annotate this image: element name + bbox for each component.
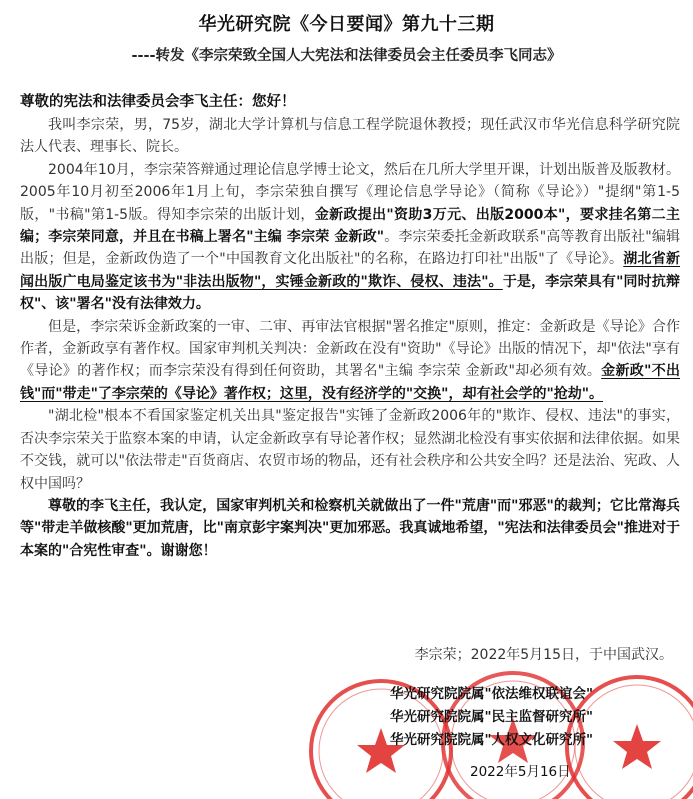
paragraph-1-text: 我叫李宗荣，男，75岁，湖北大学计算机与信息工程学院退休教授；现任武汉市华光信息科学研究院法人代表、理事长、院长。 bbox=[20, 117, 680, 156]
paragraph-3-text: 但是，李宗荣诉金新政案的一审、二审、再审法官根据"署名推定"原则，推定：金新政是《导论》合作作者，金新政享有著作权。国家审判机关判决：金新政在没有"资助"《导论》出版的情况下，却"依法"享有《导论》的著作权；而李宗荣没有得到任何资助，其署名"主编 李宗荣 金新政"却必须有效。 bbox=[20, 318, 680, 380]
document-title: 华光研究院《今日要闻》第九十三期 bbox=[198, 14, 495, 35]
paragraph-4-text: "湖北检"根本不看国家鉴定机关出具"鉴定报告"实锤了金新政2006年的"欺诈、侵权、违法"的事实，否决李宗荣关于监察本案的申请，认定金新政享有导论著作权；显然湖北检没有事实依据和法律依据。如果不交钱，就可以"依法带走"百货商店、农贸市场的物品，还有社会秩序和公共安全吗？还是法治、宪政、人权中国吗？ bbox=[20, 408, 680, 492]
paragraph-2-text-b: 。李宗荣委托金新政联系"高等教育出版社"编辑出版；但是，金新政伪造了一个"中国教育文化出版社"的名称，在路边打印社"出版"了《导论》。 bbox=[20, 229, 680, 268]
paragraph-5-text: 尊敬的李飞主任，我认定，国家审判机关和检察机关就做出了一件"荒唐"而"邪恶"的裁判；它比常海兵等"带走羊做核酸"更加荒唐，比"南京彭宇案判决"更加邪恶。我真诚地希望，"宪法和法律委员会"推进对于本案的"合宪性审查"。谢谢您！ bbox=[20, 497, 680, 559]
document-subtitle: ----转发《李宗荣致全国人大宪法和法律委员会主任委员李飞同志》 bbox=[131, 48, 562, 64]
paragraph-2-bold-a: 金新政提出"资助3万元、出版2000本"，要求挂名第二主编；李宗荣同意，并且在书稿上署名"主编 李宗荣 金新政" bbox=[20, 206, 681, 246]
paragraph-5 bbox=[20, 495, 680, 562]
seal-date: 2022年5月16日 bbox=[470, 764, 571, 780]
paragraph-2 bbox=[20, 159, 680, 316]
seal-org-3: 华光研究院院属"人权文化研究所" bbox=[390, 732, 594, 748]
paragraph-3-bold-underlined: 金新政"不出钱"而"带走"了李宗荣的《导论》著作权；这里，没有经济学的"交换"，却有社会学的"抢劫"。 bbox=[20, 363, 681, 402]
letter-signature: 李宗荣；2022年5月15日，于中国武汉。 bbox=[414, 647, 673, 663]
paragraph-4 bbox=[20, 405, 680, 495]
seal-org-1: 华光研究院院属"依法维权联谊会" bbox=[390, 686, 594, 702]
paragraph-2-bold-underlined: 湖北省新闻出版广电局鉴定该书为"非法出版物"，实锤金新政的"欺诈、侵权、违法"。 bbox=[20, 251, 680, 290]
paragraph-2-bold-b: 于是，李宗荣具有"同时抗辩权"、该"署名"没有法律效力。 bbox=[20, 273, 680, 313]
paragraph-3 bbox=[20, 316, 680, 406]
paragraph-1 bbox=[20, 114, 680, 159]
paragraph-2-text-a: 2004年10月，李宗荣答辩通过理论信息学博士论文，然后在几所大学里开课，计划出版普及版教材。2005年10月初至2006年1月上旬，李宗荣独自撰写《理论信息学导论》（简称《导论》）"提纲"第1-5版，"书稿"第1-5版。得知李宗荣的出版计划， bbox=[20, 161, 680, 223]
letter-greeting: 尊敬的宪法和法律委员会李飞主任：您好！ bbox=[20, 94, 296, 110]
seal-organizations bbox=[390, 683, 690, 752]
seal-org-2: 华光研究院院属"民主监督研究所" bbox=[390, 709, 594, 725]
letter-body bbox=[20, 114, 680, 562]
